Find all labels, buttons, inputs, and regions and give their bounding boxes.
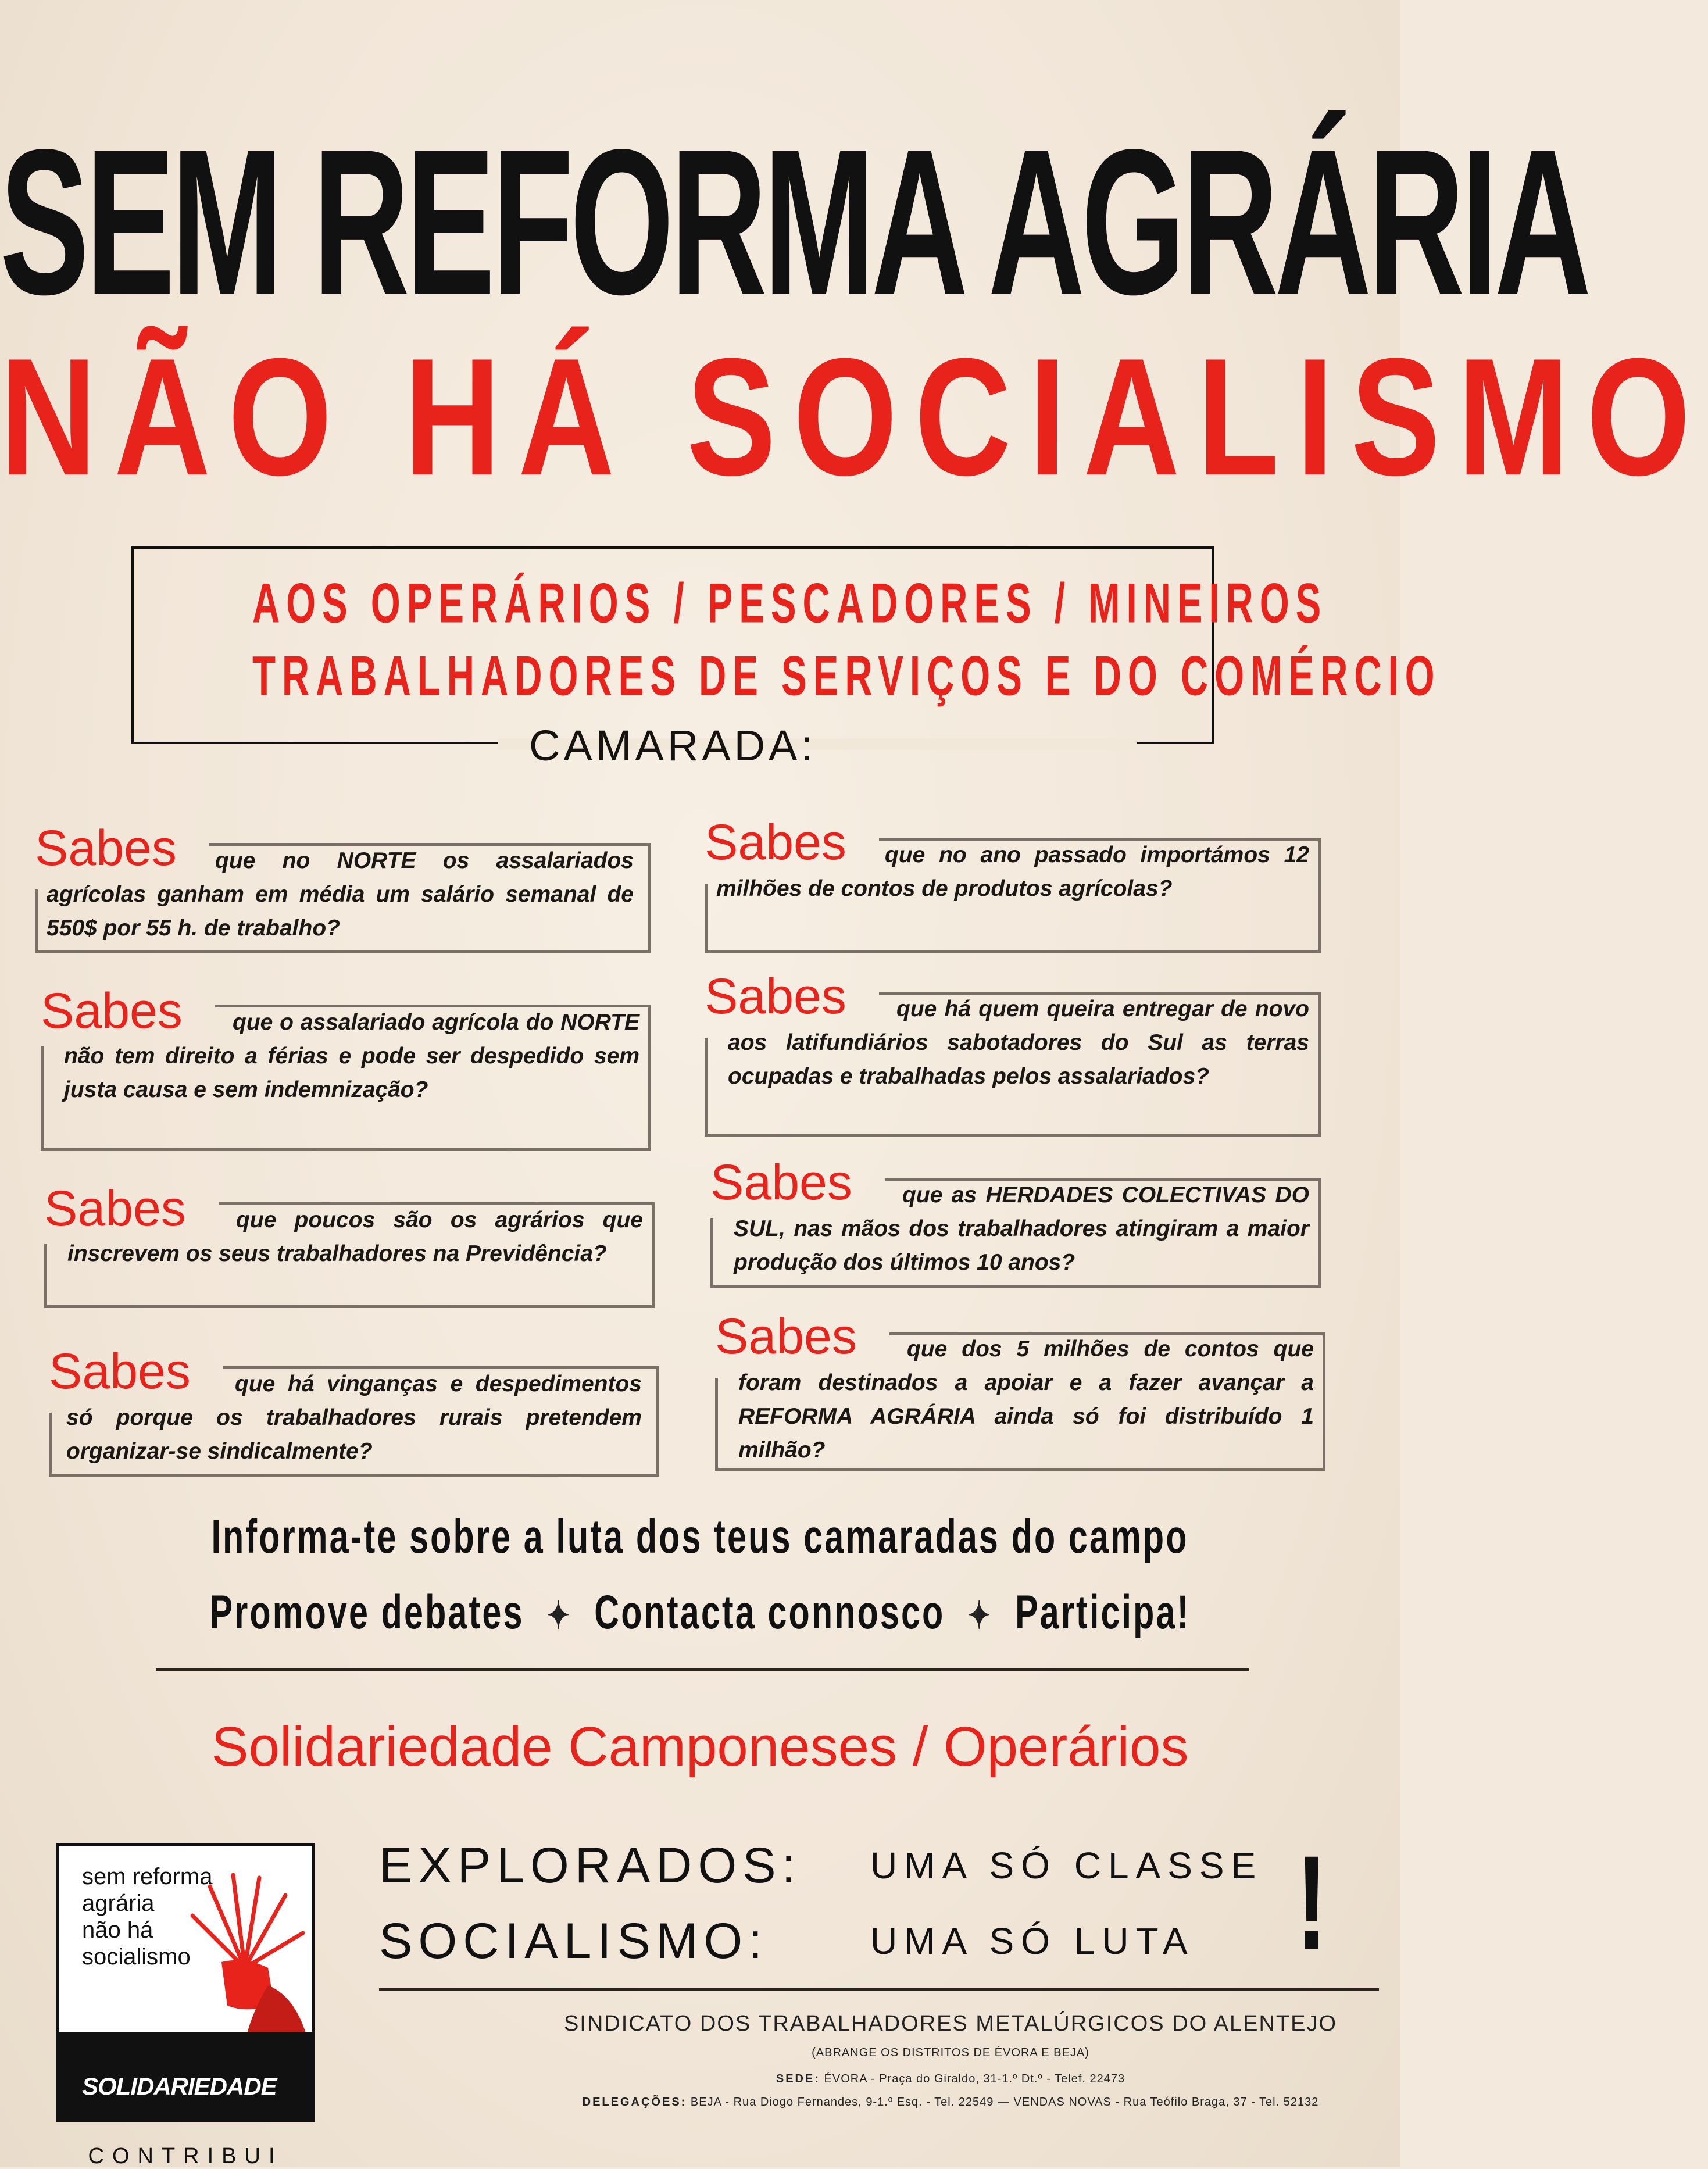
divider <box>156 1668 1249 1671</box>
cta-item-participate: Participa! <box>1015 1585 1191 1639</box>
logo-line: agrária <box>82 1891 155 1916</box>
question-text: que no ano passado importámos 12 milhões de contos de produtos agrícolas? <box>716 842 1309 901</box>
logo-band-text: SOLIDARIEDADE <box>82 2072 277 2100</box>
logo-line: não há <box>82 1917 153 1943</box>
star-separator-icon: ✦ <box>967 1594 992 1637</box>
exclamation-mark: ! <box>1296 1828 1328 1977</box>
question-text: que no NORTE os assalariados agrícolas ganham em média um salário semanal de 550$ por 55 h. de trabalho? <box>47 848 634 941</box>
slogan-line-2 <box>379 1913 1195 1970</box>
slogan-line-1 <box>379 1837 1263 1895</box>
hq-address: ÉVORA - Praça do Giraldo, 31-1.º Dt.º - Telef. 22473 <box>824 2072 1125 2085</box>
question-card <box>35 820 651 953</box>
solidarity-slogan: Solidariedade Camponeses / Operários <box>211 1716 1189 1778</box>
question-text: que dos 5 milhões de contos que foram destinados a apoiar e a fazer avançar a REFORMA AGRÁRIA ainda só foi distribuído 1 milhão? <box>738 1337 1314 1463</box>
logo-line: socialismo <box>82 1944 191 1970</box>
sabes-label: Sabes <box>44 1181 186 1237</box>
divider <box>379 1988 1379 1991</box>
question-text: que o assalariado agrícola do NORTE não tem direito a férias e pode ser despedido sem justa causa e sem indemnização? <box>64 1010 639 1102</box>
union-name: SINDICATO DOS TRABALHADORES METALÚRGICOS DO ALENTEJO <box>563 2011 1338 2036</box>
sabes-label: Sabes <box>35 820 177 876</box>
headline-primary: SEM REFORMA AGRÁRIA <box>0 106 1588 338</box>
call-to-action-line: Informa-te sobre a luta dos teus camaradas do campo <box>211 1510 1189 1564</box>
hq-label: SEDE: <box>776 2072 820 2085</box>
sabes-label: Sabes <box>49 1343 191 1399</box>
salutation: CAMARADA: <box>529 721 816 770</box>
slogan-value: UMA SÓ CLASSE <box>870 1845 1263 1886</box>
question-card <box>715 1308 1325 1471</box>
audience-line-1: AOS OPERÁRIOS / PESCADORES / MINEIROS <box>252 571 1328 634</box>
question-card <box>41 982 651 1151</box>
logo-band <box>59 2032 312 2119</box>
cta-item-debates: Promove debates <box>209 1585 524 1639</box>
sabes-label: Sabes <box>41 983 183 1039</box>
question-card <box>44 1180 655 1308</box>
logo-caption: CONTRIBUI <box>88 2144 283 2168</box>
sabes-label: Sabes <box>710 1155 852 1210</box>
star-separator-icon: ✦ <box>546 1594 572 1637</box>
slogan-label: SOCIALISMO: <box>379 1913 769 1969</box>
branches-label: DELEGAÇÕES: <box>582 2096 687 2109</box>
question-text: que as HERDADES COLECTIVAS DO SUL, nas mãos dos trabalhadores atingiram a maior produção dos últimos 10 anos? <box>734 1182 1309 1275</box>
headline-secondary: NÃO HÁ SOCIALISMO <box>0 323 1708 510</box>
call-to-action-items <box>154 1585 1246 1640</box>
question-card <box>710 1154 1321 1288</box>
sabes-label: Sabes <box>705 969 846 1024</box>
branches-address: BEJA - Rua Diogo Fernandes, 9-1.º Esq. - Tel. 22549 — VENDAS NOVAS - Rua Teófilo Braga, 37 - Tel. 52132 <box>690 2096 1319 2109</box>
union-headquarters <box>523 2072 1378 2086</box>
audience-line-2: TRABALHADORES DE SERVIÇOS E DO COMÉRCIO <box>252 644 1441 707</box>
slogan-label: EXPLORADOS: <box>379 1838 802 1893</box>
salutation-wrap <box>131 721 1214 785</box>
sabes-label: Sabes <box>715 1309 857 1364</box>
question-card <box>49 1343 659 1477</box>
question-text: que poucos são os agrários que inscrevem os seus trabalhadores na Previdência? <box>67 1207 643 1266</box>
union-scope: (ABRANGE OS DISTRITOS DE ÉVORA E BEJA) <box>812 2046 1089 2059</box>
question-card <box>705 814 1321 953</box>
question-card <box>705 968 1321 1137</box>
sabes-label: Sabes <box>705 814 846 870</box>
audience-box <box>131 546 1441 744</box>
question-text: que há vinganças e despedimentos só porque os trabalhadores rurais pretendem organizar-se sindicalmente? <box>66 1371 642 1464</box>
cta-item-contact: Contacta connosco <box>594 1585 945 1639</box>
question-text: que há quem queira entregar de novo aos latifundiários sabotadores do Sul as terras ocupadas e trabalhadas pelos assalariados? <box>728 996 1309 1089</box>
logo-line: sem reforma <box>82 1864 213 1889</box>
solidarity-logo <box>56 1843 315 2122</box>
raised-fist-wheat-icon <box>158 1869 315 2043</box>
union-branches <box>523 2096 1378 2109</box>
slogan-value: UMA SÓ LUTA <box>870 1920 1195 1962</box>
